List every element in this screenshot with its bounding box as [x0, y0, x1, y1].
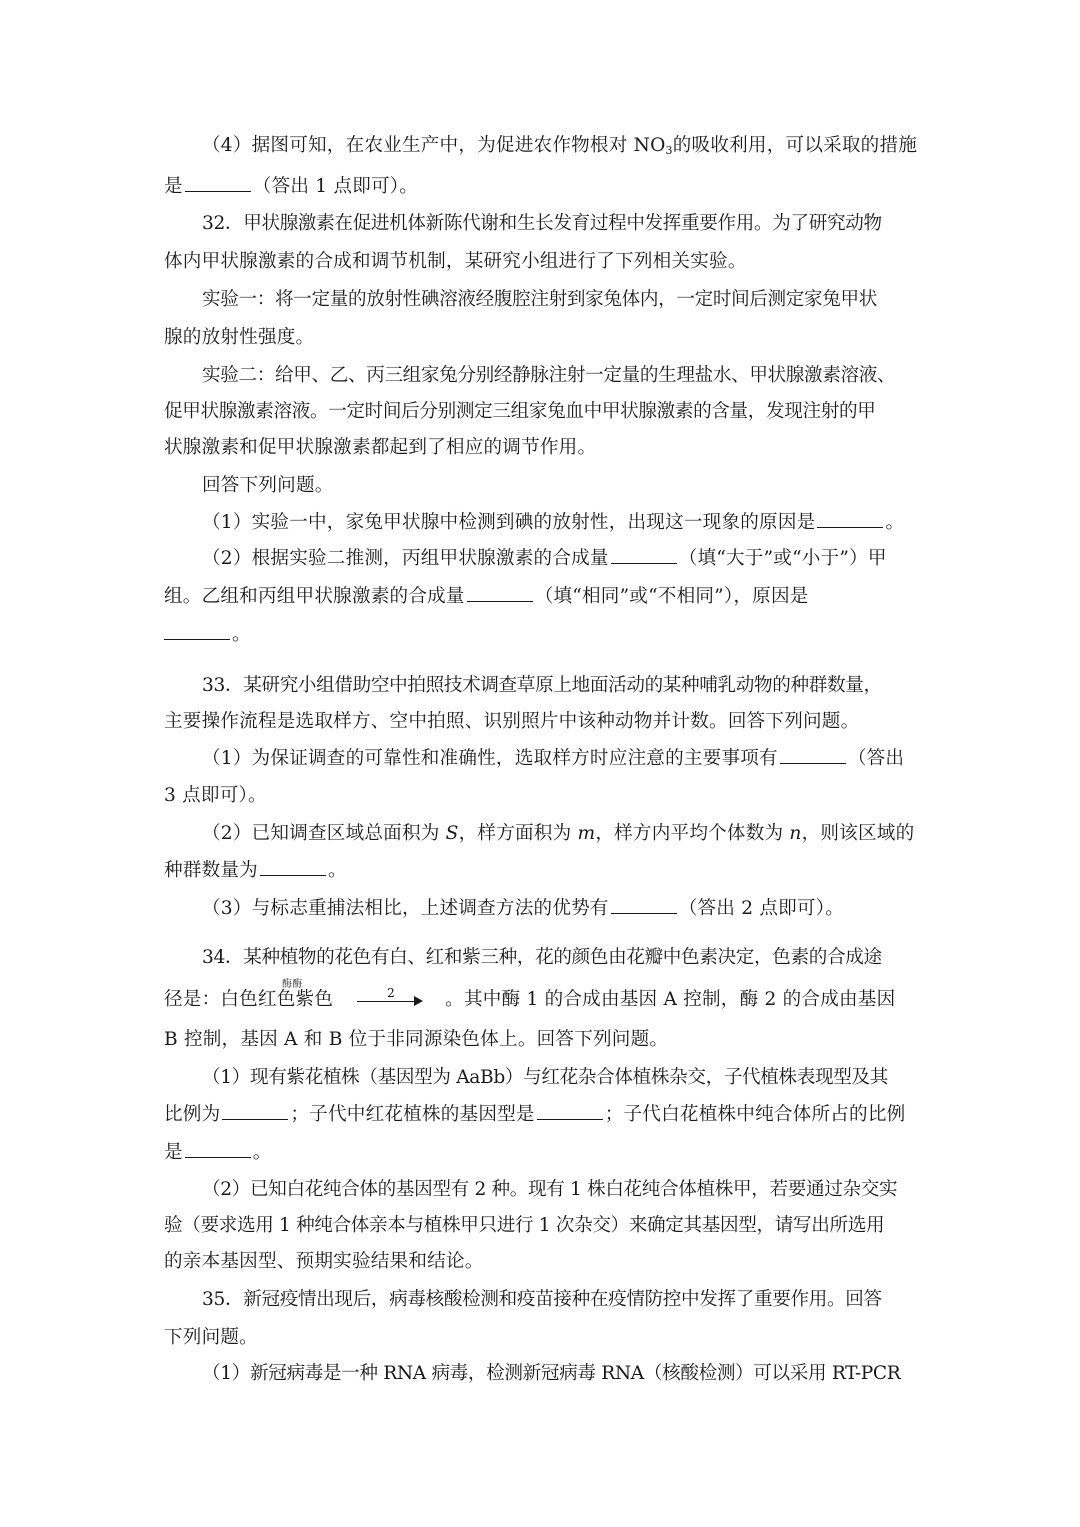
q35-stem-line1: 35．新冠疫情出现后，病毒核酸检测和疫苗接种在疫情防控中发挥了重要作用。回答	[202, 1289, 882, 1310]
q33-part2-line1: （2）已知调查区域总面积为 S，样方面积为 m，样方内平均个体数为 n，则该区域的	[202, 823, 915, 844]
answer-blank[interactable]	[780, 746, 846, 764]
q33-part1-line2: 3 点即可）。	[164, 785, 267, 806]
answer-blank[interactable]	[537, 1102, 603, 1120]
q32-part2-line1: （2）根据实验二推测，丙组甲状腺激素的合成量 （填“大于”或“小于”）甲	[202, 548, 887, 569]
answer-blank[interactable]	[611, 896, 677, 914]
q32-exp2-line2: 促甲状腺激素溶液。一定时间后分别测定三组家兔血中甲状腺激素的含量，发现注射的甲	[164, 401, 876, 422]
q34-stem-line1: 34．某种植物的花色有白、红和紫三种，花的颜色由花瓣中色素决定，色素的合成途	[202, 947, 882, 968]
answer-blank[interactable]	[467, 584, 533, 602]
answer-blank[interactable]	[222, 1102, 288, 1120]
answer-blank[interactable]	[185, 174, 251, 192]
q31-4-line2: 是 （答出 1 点即可）。	[164, 176, 419, 197]
q32-exp2-line3: 状腺激素和促甲状腺激素都起到了相应的调节作用。	[164, 437, 597, 458]
q35-stem-line2: 下列问题。	[164, 1327, 258, 1348]
q33-stem-line2: 主要操作流程是选取样方、空中拍照、识别照片中该种动物并计数。回答下列问题。	[164, 711, 860, 732]
answer-blank[interactable]	[611, 546, 677, 564]
enzyme-label: 酶酶	[282, 979, 303, 990]
q32-exp1-line1: 实验一：将一定量的放射性碘溶液经腹腔注射到家兔体内，一定时间后测定家兔甲状	[202, 289, 878, 310]
q32-part1: （1）实验一中，家兔甲状腺中检测到碘的放射性，出现这一现象的原因是 。	[202, 512, 905, 533]
q33-part1-line1: （1）为保证调查的可靠性和准确性，选取样方时应注意的主要事项有 （答出	[202, 748, 905, 769]
synthesis-pathway: 径是：白色红色紫色 酶酶	[164, 979, 334, 1010]
q32-part2-line3: 。	[164, 622, 251, 647]
q33-part3: （3）与标志重捕法相比，上述调查方法的优势有 （答出 2 点即可）。	[202, 898, 845, 919]
answer-blank[interactable]	[164, 622, 230, 640]
q33-part2-line2: 种群数量为 。	[164, 860, 347, 881]
arrow-icon	[357, 986, 423, 1010]
q34-part2-line2: 验（要求选用 1 种纯合体亲本与植株甲只进行 1 次杂交）来确定其基因型，请写出所选用	[164, 1215, 885, 1236]
q32-exp1-line2: 腺的放射性强度。	[164, 327, 315, 348]
q32-exp2-line1: 实验二：给甲、乙、丙三组家兔分别经静脉注射一定量的生理盐水、甲状腺激素溶液、	[202, 365, 896, 386]
q34-part1-line2: 比例为 ；子代中红花植株的基因型是 ；子代白花植株中纯合体所占的比例	[164, 1104, 906, 1125]
q32-part2-line2: 组。乙组和丙组甲状腺激素的合成量 （填“相同”或“不相同”），原因是	[164, 586, 809, 607]
q34-part2-line1: （2）已知白花纯合体的基因型有 2 种。现有 1 株白花纯合体植株甲，若要通过杂交实	[202, 1179, 898, 1200]
enzyme-number: 2	[387, 986, 395, 1000]
q32-stem-line2: 体内甲状腺激素的合成和调节机制，某研究小组进行了下列相关实验。	[164, 251, 747, 272]
answer-blank[interactable]	[817, 510, 883, 528]
answer-blank[interactable]	[185, 1140, 251, 1158]
q34-part1-line1: （1）现有紫花植株（基因型为 AaBb）与红花杂合体植株杂交，子代植株表现型及其	[202, 1067, 889, 1088]
q34-stem-line2: 径是：白色红色紫色 酶酶 2 。其中酶 1 的合成由基因 A 控制，酶 2 的合成由基因	[164, 979, 896, 1010]
q34-part1-line3: 是 。	[164, 1142, 272, 1163]
q34-stem-line3: B 控制，基因 A 和 B 位于非同源染色体上。回答下列问题。	[164, 1029, 669, 1050]
answer-blank[interactable]	[260, 858, 326, 876]
subscript: 3	[665, 144, 673, 157]
q32-stem-line1: 32．甲状腺激素在促进机体新陈代谢和生长发育过程中发挥重要作用。为了研究动物	[202, 213, 882, 234]
q34-part2-line3: 的亲本基因型、预期实验结果和结论。	[164, 1251, 484, 1272]
q33-stem-line1: 33．某研究小组借助空中拍照技术调查草原上地面活动的某种哺乳动物的种群数量，	[202, 675, 882, 696]
q31-4-line1: （4）据图可知，在农业生产中，为促进农作物根对 $NO_3$的吸收利用，可以采取的措施	[202, 135, 918, 157]
q35-part1: （1）新冠病毒是一种 RNA 病毒，检测新冠病毒 RNA（核酸检测）可以采用 RT-PCR	[202, 1363, 901, 1384]
q32-prompt: 回答下列问题。	[202, 475, 334, 496]
